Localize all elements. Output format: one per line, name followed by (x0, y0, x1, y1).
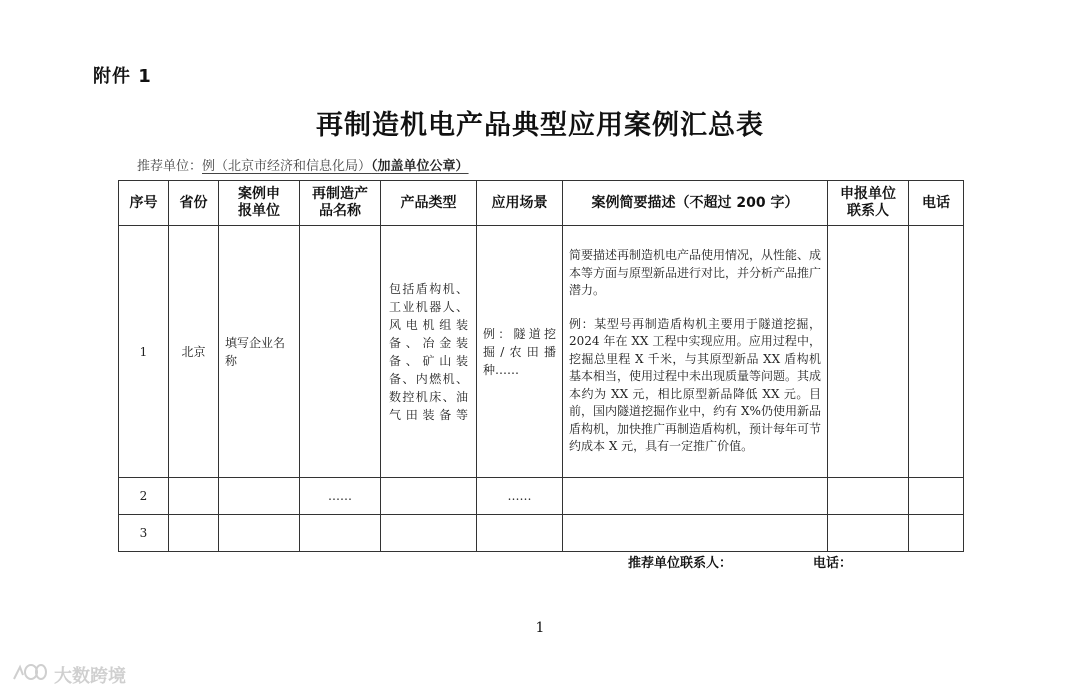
description-paragraph: 简要描述再制造机电产品使用情况，从性能、成本等方面与原型新品进行对比，并分析产品推广潜力。 (569, 248, 822, 298)
cell-product-type (381, 478, 477, 515)
header-contact: 申报单位联系人 (828, 181, 909, 226)
cell-company (219, 478, 300, 515)
header-product-name: 再制造产品名称 (300, 181, 381, 226)
table-row (119, 226, 964, 478)
watermark (8, 661, 126, 688)
table-row (119, 515, 964, 552)
cell-scene: 例：隧道挖掘/农田播种…… (477, 226, 563, 478)
cell-province (169, 515, 219, 552)
cell-contact (828, 226, 909, 478)
recommender-line (137, 155, 469, 174)
header-product-type: 产品类型 (381, 181, 477, 226)
brand-logo-icon (8, 661, 48, 688)
cell-company: 填写企业名称 (219, 226, 300, 478)
cell-description (563, 226, 828, 478)
page-number: 1 (535, 620, 545, 636)
cell-product-type: 包括盾构机、工业机器人、风电机组装备、冶金装备、矿山装备、内燃机、数控机床、油气田装备等 (381, 226, 477, 478)
cell-scene: …… (477, 478, 563, 515)
header-no: 序号 (119, 181, 169, 226)
cell-description (563, 478, 828, 515)
recommender-note: （加盖单位公章） (371, 159, 469, 174)
cell-no: 2 (119, 478, 169, 515)
cell-province (169, 478, 219, 515)
page-title: 再制造机电产品典型应用案例汇总表 (316, 110, 764, 141)
attachment-label: 附件 1 (93, 66, 152, 87)
description-example: 例：某型号再制造盾构机主要用于隧道挖掘，2024 年在 XX 工程中实现应用。应用过程中，挖掘总里程 X 千米，与其原型新品 XX 盾构机基本相当，使用过程中未出现质量等问题。其成本约为 XX 元，相比原型新品降低 XX 元。目前，国内隧道挖掘作业中，约有 X%仍使用新品盾构机，加快推广再制造盾构机，预计每年可节约成本 X 元，具有一定推广价值。 (569, 316, 822, 454)
cell-phone (909, 226, 964, 478)
recommender-label: 推荐单位： (137, 159, 203, 174)
header-province: 省份 (169, 181, 219, 226)
cell-scene (477, 515, 563, 552)
summary-table (118, 180, 964, 552)
cell-contact (828, 478, 909, 515)
recommender-value: 例（北京市经济和信息化局）（加盖单位公章） (202, 159, 469, 174)
cell-no: 1 (119, 226, 169, 478)
table-header-row (119, 181, 964, 226)
header-company: 案例申报单位 (219, 181, 300, 226)
footer-phone-label: 电话： (813, 556, 853, 571)
cell-product-name (300, 515, 381, 552)
cell-description (563, 515, 828, 552)
cell-contact (828, 515, 909, 552)
cell-phone (909, 515, 964, 552)
cell-product-name: …… (300, 478, 381, 515)
cell-company (219, 515, 300, 552)
header-phone: 电话 (909, 181, 964, 226)
cell-province: 北京 (169, 226, 219, 478)
footer-contact-label: 推荐单位联系人： (628, 556, 733, 571)
header-description: 案例简要描述（不超过 200 字） (563, 181, 828, 226)
watermark-text: 大数跨境 (54, 665, 126, 687)
cell-product-name (300, 226, 381, 478)
table-row (119, 478, 964, 515)
header-scene: 应用场景 (477, 181, 563, 226)
cell-product-type (381, 515, 477, 552)
cell-no: 3 (119, 515, 169, 552)
cell-phone (909, 478, 964, 515)
